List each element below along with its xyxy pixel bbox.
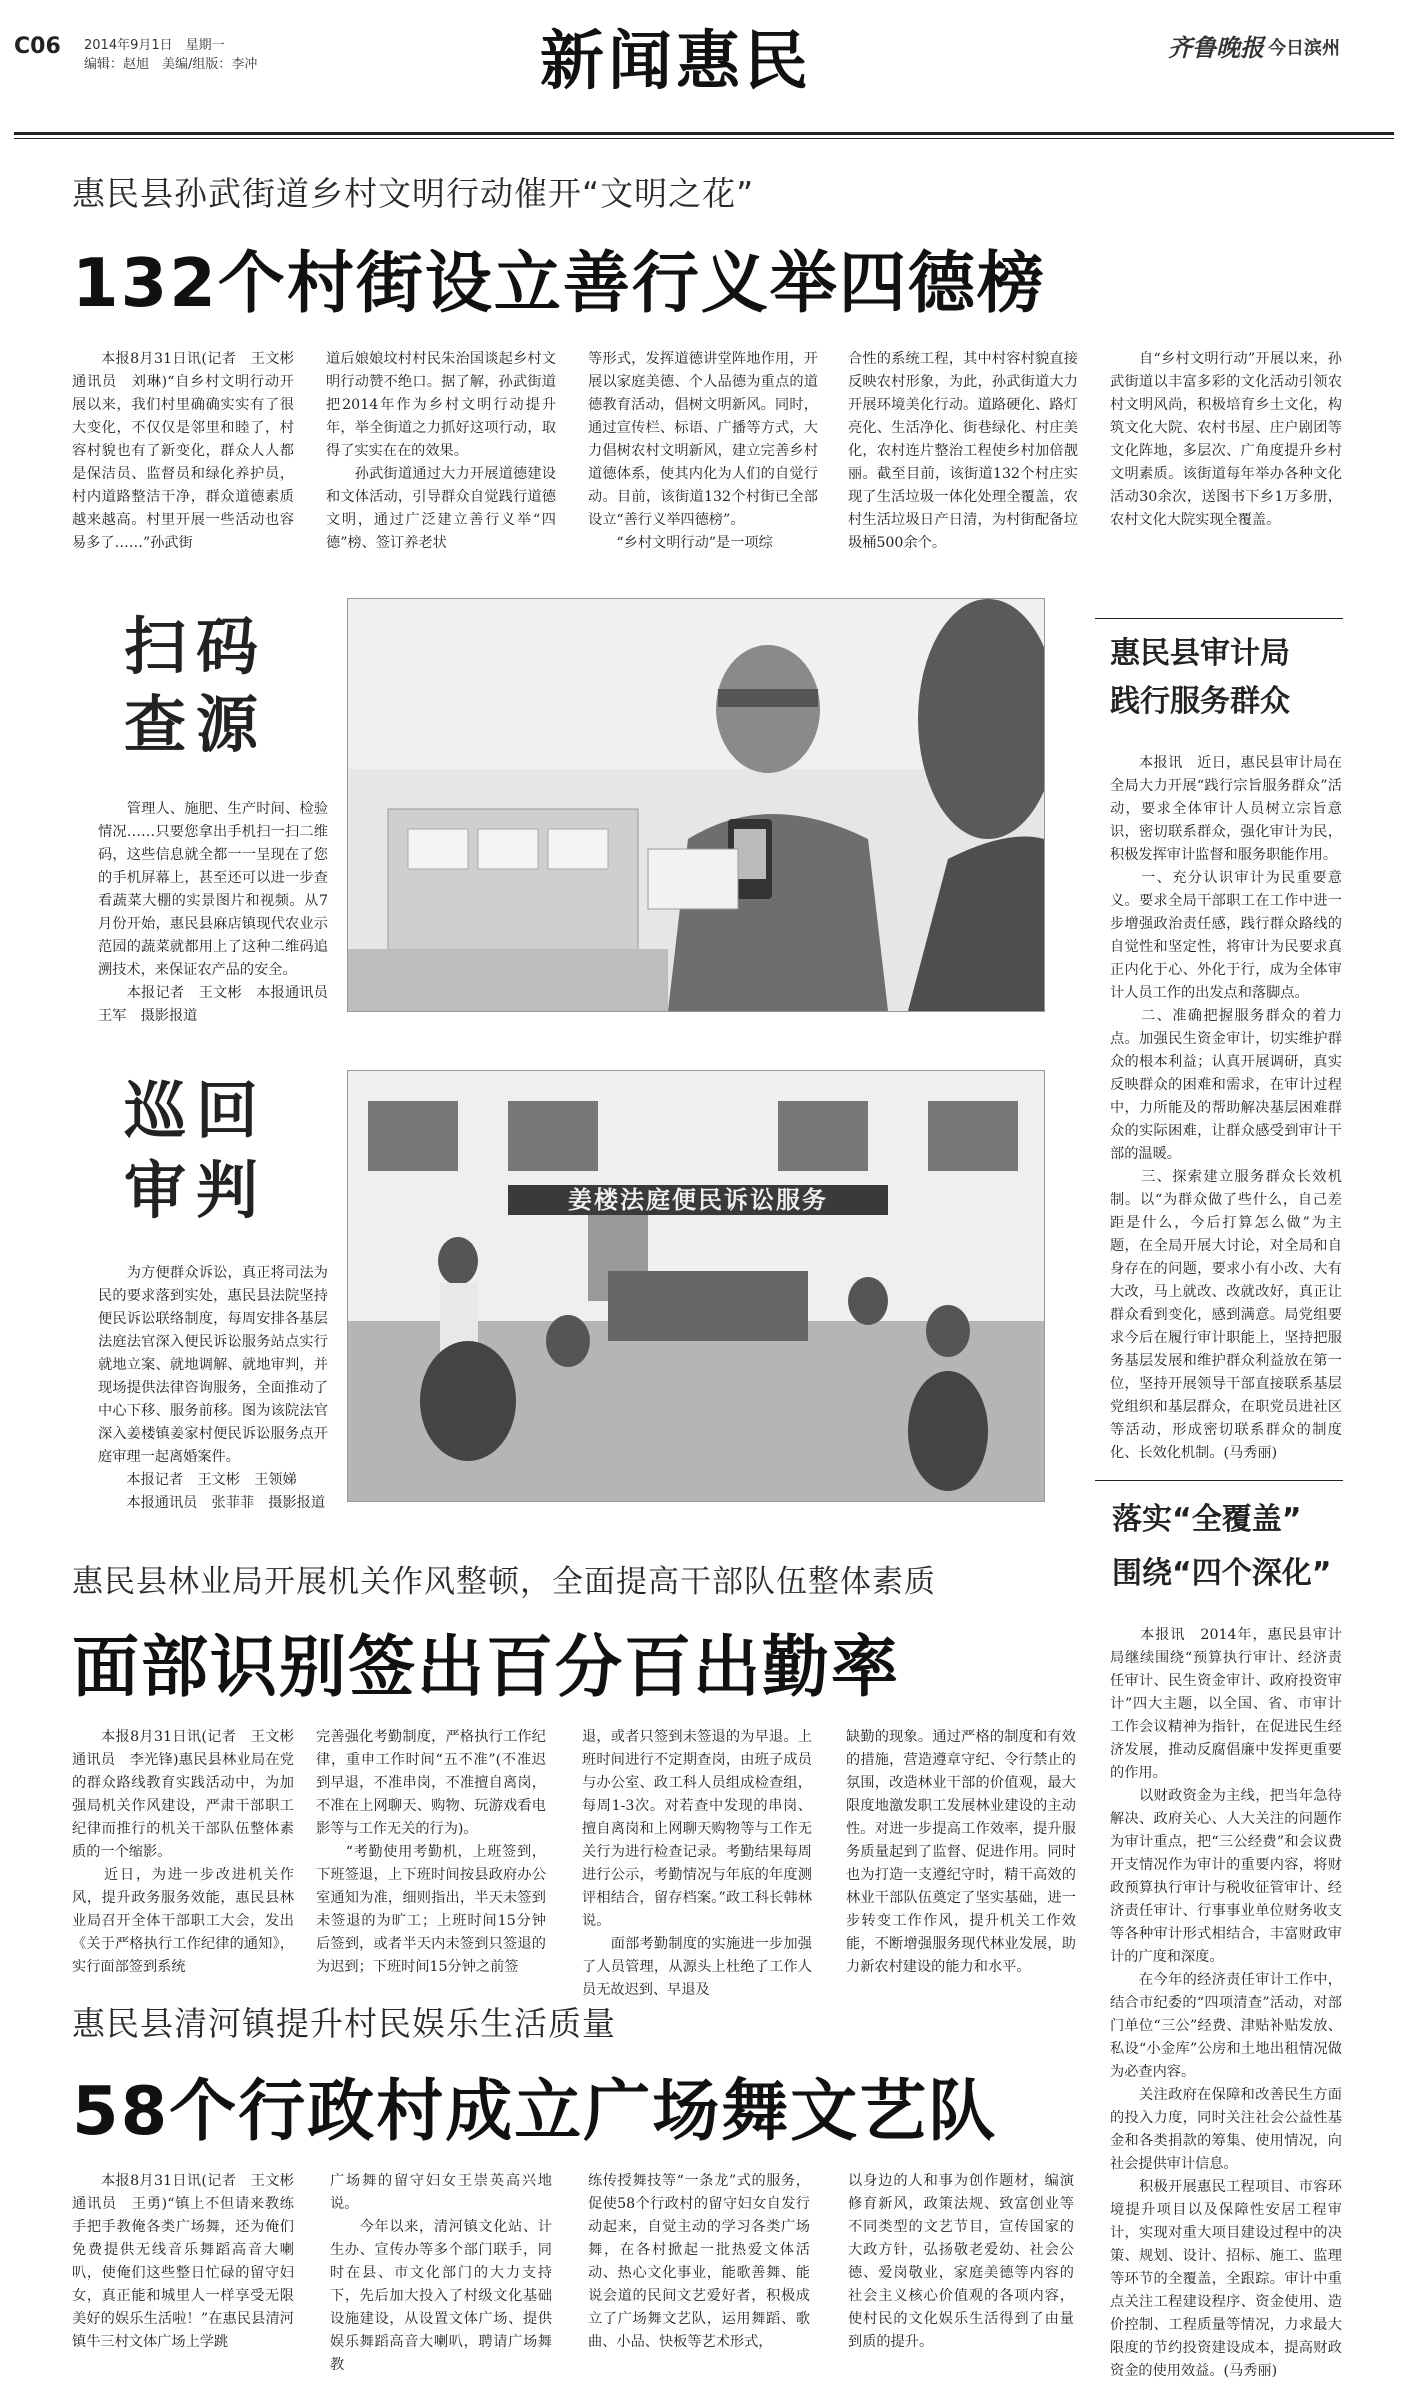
court-banner: 姜楼法庭便民诉讼服务 xyxy=(508,1185,888,1215)
newspaper-logo: 齐鲁晚报 xyxy=(1168,33,1264,62)
photo2-caption: 为方便群众诉讼，真正将司法为民的要求落到实处，惠民县法院坚持便民诉讼联络制度，每周安排各基层法庭法官深入便民诉讼服务站点实行就地立案、就地调解、就地审判，并现场提供法律咨询服务，全面推动了中心下移、服务前移。图为该院法官深入姜楼镇姜家村便民诉讼服务点开庭审理一起离婚案件。 本报记者 王文彬 王领娣 本报通讯员 张菲菲 摄影报道 xyxy=(98,1265,328,1511)
court-photo xyxy=(347,1070,1045,1502)
story1-col3: 等形式，发挥道德讲堂阵地作用，开展以家庭美德、个人品德为重点的道德教育活动，倡树文明新风。同时，通过宣传栏、标语、广播等方式，大力倡树农村文明新风，建立完善乡村道德体系，使其内化为人们的自觉行动。目前，该街道132个村街已全部设立“善行义举四德榜”。 “乡村文明行动”是一项综 xyxy=(588,351,818,551)
photo1-caption: 管理人、施肥、生产时间、检验情况……只要您拿出手机扫一扫二维码，这些信息就全都一一呈现在了您的手机屏幕上，甚至还可以进一步查看蔬菜大棚的实景图片和视频。从7月份开始，惠民县麻店镇现代农业示范园的蔬菜就都用上了这种二维码追溯技术，来保证农产品的安全。 本报记者 王文彬 本报通讯员 王军 摄影报道 xyxy=(98,801,328,1024)
story1-col4: 合性的系统工程，其中村容村貌直接反映农村形象，为此，孙武街道大力开展环境美化行动。道路硬化、路灯亮化、生活净化、街巷绿化、村庄美化，农村连片整治工程使乡村加倍靓丽。截至目前，该街道132个村庄实现了生活垃圾一体化处理全覆盖，农村生活垃圾日产日清，为村街配备垃圾桶500余个。 xyxy=(848,351,1078,551)
side1-title-line2: 践行服务群众 xyxy=(1110,684,1290,719)
sidebar-mid-rule xyxy=(1095,1480,1343,1481)
story3-col4: 以身边的人和事为创作题材，编演修育新风，政策法规、致富创业等不同类型的文艺节目，宣传国家的大政方针，弘扬敬老爱幼、社会公德、爱岗敬业，家庭美德等内容的社会主义核心价值观的各项内容，使村民的文化娱乐生活得到了由量到质的提升。 xyxy=(848,2173,1074,2350)
story1-headline: 132个村街设立善行义举四德榜 xyxy=(72,244,1046,322)
story2-deck: 惠民县林业局开展机关作风整顿，全面提高干部队伍整体素质 xyxy=(72,1564,936,1600)
page-number: C06 xyxy=(14,34,61,59)
side1-title-line1: 惠民县审计局 xyxy=(1110,636,1290,671)
court-photo-graphic xyxy=(348,1071,1044,1501)
qr-scan-photo-graphic xyxy=(348,599,1044,1011)
sidebar-top-rule xyxy=(1095,618,1343,619)
story3-col1: 本报8月31日讯(记者 王文彬 通讯员 王勇)“镇上不但请来教练手把手教俺各类广场舞，还为俺们免费提供无线音乐舞蹈高音大喇叭，使俺们这些整日忙碌的留守妇女，真正能和城里人一样享受无限美好的娱乐生活啦！”在惠民县清河镇牛三村文体广场上学跳 xyxy=(72,2173,309,2350)
photo2-title-line2: 审判 xyxy=(124,1154,269,1227)
story3-col3: 练传授舞技等“一条龙”式的服务，促使58个行政村的留守妇女自发行动起来，自觉主动的学习各类广场舞，在各村掀起一批热爱文体活动、热心文化事业，能歌善舞、能说会道的民间文艺爱好者，积极成立了广场舞文艺队，运用舞蹈、歌曲、小品、快板等艺术形式， xyxy=(588,2173,810,2350)
story1-col1: 本报8月31日讯(记者 王文彬 通讯员 刘琳)“自乡村文明行动开展以来，我们村里确确实实有了很大变化，不仅仅是邻里和睦了，村容村貌也有了新变化，群众人人都是保洁员、监督员和绿化养护员，村内道路整洁干净，群众道德素质越来越高。村里开展一些活动也容易多了……”孙武街 xyxy=(72,351,309,551)
issue-date: 2014年9月1日 星期一 xyxy=(84,38,225,53)
story3-col2: 广场舞的留守妇女王崇英高兴地说。 今年以来，清河镇文化站、计生办、宣传办等多个部门联手，同时在县、市文化部门的大力支持下，先后加大投入了村级文化基础设施建设，从设置文体广场、提供娱乐舞蹈高音大喇叭，聘请广场舞教 xyxy=(330,2173,552,2373)
story2-col1: 本报8月31日讯(记者 王文彬 通讯员 李光锋)惠民县林业局在党的群众路线教育实践活动中，为加强局机关作风建设，严肃干部职工纪律而推行的机关干部队伍整体素质的一个缩影。 近日，为进一步改进机关作风，提升政务服务效能，惠民县林业局召开全体干部职工大会，发出《关于严格执行工作纪律的通知》，实行面部签到系统 xyxy=(72,1729,294,1975)
side2-title-line1: 落实“全覆盖” xyxy=(1112,1502,1302,1537)
photo1-title-line2: 查源 xyxy=(124,688,269,761)
story2-headline: 面部识别签出百分百出勤率 xyxy=(72,1628,900,1706)
story2-col3: 退，或者只签到未签退的为早退。上班时间进行不定期查岗，由班子成员与办公室、政工科人员组成检查组，每周1-3次。对若查中发现的串岗、擅自离岗和上网聊天购物等与工作无关行为进行检查记录。考勤结果每周进行公示，考勤情况与年底的年度测评相结合，留存档案。”政工科长韩林说。 面部考勤制度的实施进一步加强了人员管理，从源头上杜绝了工作人员无故迟到、早退及 xyxy=(582,1729,812,1998)
section-title: 新闻惠民 xyxy=(540,24,812,99)
story1-col5: 自“乡村文明行动”开展以来，孙武街道以丰富多彩的文化活动引领农村文明风尚，积极培育乡土文化，构筑文化大院、农村书屋、庄户剧团等文化阵地，多层次、广角度提升乡村文明素质。该街道每年举办各种文化活动30余次，送图书下乡1万多册，农村文化大院实现全覆盖。 xyxy=(1110,351,1342,528)
story2-col4: 缺勤的现象。通过严格的制度和有效的措施，营造遵章守纪、令行禁止的氛围，改造林业干部的价值观，最大限度地激发职工发展林业建设的主动性。对进一步提高工作效率，提升服务质量起到了监督、促进作用。同时也为打造一支遵纪守时，精干高效的林业干部队伍奠定了坚实基础，进一步转变工作作风，提升机关工作效能，不断增强服务现代林业发展，助力新农村建设的能力和水平。 xyxy=(846,1729,1076,1975)
story1-deck: 惠民县孙武街道乡村文明行动催开“文明之花” xyxy=(72,174,755,213)
photo1-title-line1: 扫码 xyxy=(124,610,269,683)
story1-col2: 道后娘娘坟村村民朱治国谈起乡村文明行动赞不绝口。据了解，孙武街道把2014年作为乡村文明行动提升年，举全街道之力抓好这项行动，取得了实实在在的效果。 孙武街道通过大力开展道德建设和文体活动，引导群众自觉践行道德文明，通过广泛建立善行义举“四德”榜、签订养老状 xyxy=(326,351,556,551)
side2-title-line2: 围绕“四个深化” xyxy=(1112,1556,1332,1591)
edition-name: 今日滨州 xyxy=(1268,38,1340,59)
story3-deck: 惠民县清河镇提升村民娱乐生活质量 xyxy=(72,2004,616,2043)
qr-scan-photo xyxy=(347,598,1045,1012)
header-rule xyxy=(14,132,1394,135)
editor-credits: 编辑：赵旭 美编/组版：李冲 xyxy=(84,57,258,72)
story2-col2: 完善强化考勤制度，严格执行工作纪律，重申工作时间“五不准”(不准迟到早退，不准串岗，不准擅自离岗，不准在上网聊天、购物、玩游戏看电影等与工作无关的行为)。 “考勤使用考勤机，上班签到，下班签退，上下班时间按县政府办公室通知为准，细则指出，半天未签到未签退的为旷工；上班时间15分钟后签到，或者半天内未签到只签退的为迟到；下班时间15分钟之前签 xyxy=(316,1729,546,1975)
header-rule-thin xyxy=(14,138,1394,139)
photo2-title-line1: 巡回 xyxy=(124,1074,269,1147)
story3-headline: 58个行政村成立广场舞文艺队 xyxy=(72,2072,998,2150)
side2-body: 本报讯 2014年，惠民县审计局继续围绕“预算执行审计、经济责任审计、民生资金审计、政府投资审计”四大主题，以全国、省、市审计工作会议精神为指针，在促进民生经济发展，推动反腐倡廉中发挥更重要的作用。 以财政资金为主线，把当年急待解决、政府关心、人大关注的问题作为审计重点，把“三公经费”和会议费开支情况作为审计的重要内容，将财政预算执行审计与税收征管审计、经济责任审计、行事事业单位财务收支等各种审计形式相结合，丰富财政审计的广度和深度。 在今年的经济责任审计工作中，结合市纪委的“四项清查”活动，对部门单位“三公”经费、津贴补贴发放、私设“小金库”公房和土地出租情况做为必查内容。 关注政府在保障和改善民生方面的投入力度，同时关注社会公益性基金和各类捐款的筹集、使用情况，向社会提供审计信息。 积极开展惠民工程项目、市容环境提升项目以及保障性安居工程审计，实现对重大项目建设过程中的决策、规划、设计、招标、施工、监理等环节的全覆盖，全跟踪。审计中重点关注工程建设程序、资金使用、造价控制、工程质量等情况，力求最大限度的节约投资建设成本，提高财政资金的使用效益。(马秀丽) xyxy=(1110,1627,1342,2379)
side1-body: 本报讯 近日，惠民县审计局在全局大力开展“践行宗旨服务群众”活动，要求全体审计人员树立宗旨意识，密切联系群众，强化审计为民，积极发挥审计监督和服务职能作用。 一、充分认识审计为民重要意义。要求全局干部职工在工作中进一步增强政治责任感，践行群众路线的自觉性和坚定性，将审计为民要求真正内化于心、外化于行，成为全体审计人员工作的出发点和落脚点。 二、准确把握服务群众的着力点。加强民生资金审计，切实维护群众的根本利益；认真开展调研，真实反映群众的困难和需求，在审计过程中，力所能及的帮助解决基层困难群众的实际困难，让群众感受到审计干部的温暖。 三、探索建立服务群众长效机制。以“为群众做了些什么，自己差距是什么，今后打算怎么做”为主题，在全局开展大讨论，对全局和自身存在的问题，要求小有小改、大有大改，马上就改、改就改好，真正让群众看到变化，感到满意。局党组要求今后在履行审计职能上，坚持把服务基层发展和维护群众利益放在第一位，坚持开展领导干部直接联系基层党组织和基层群众，在职党员进社区等活动，形成密切联系群众的制度化、长效化机制。(马秀丽) xyxy=(1110,755,1342,1461)
